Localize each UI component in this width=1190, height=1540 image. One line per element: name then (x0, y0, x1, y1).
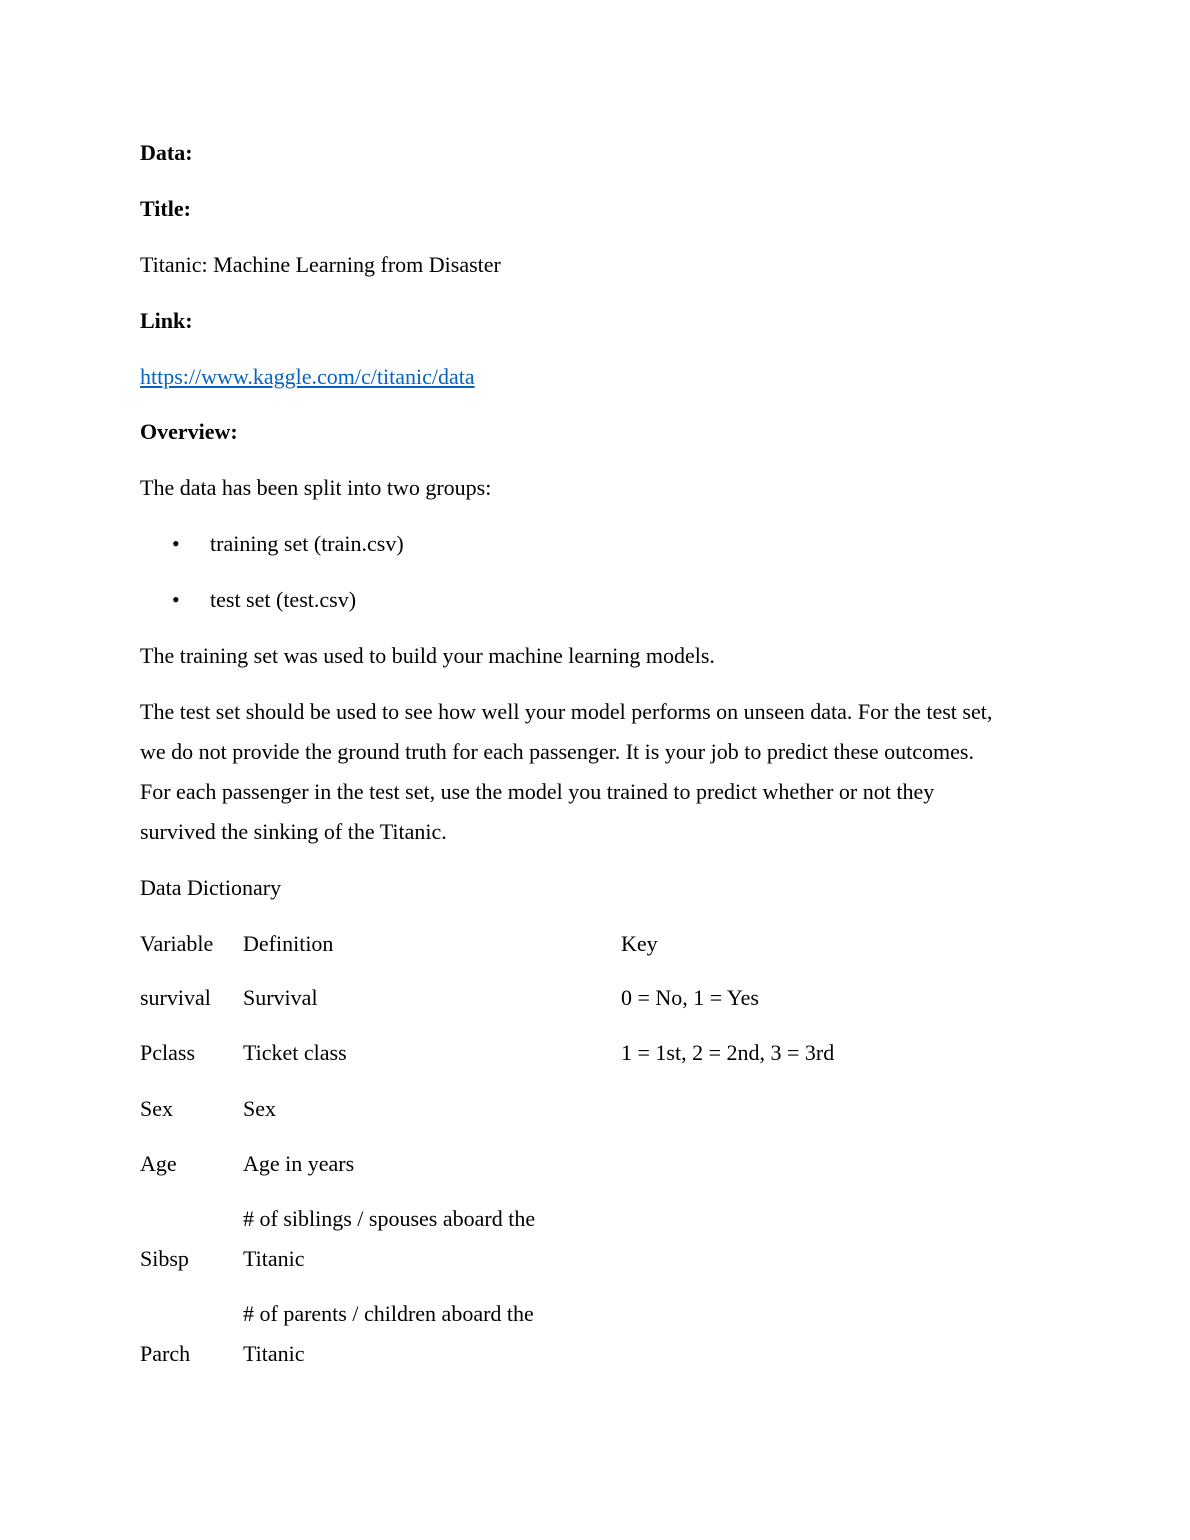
bullet-dot-icon: • (172, 587, 180, 612)
cell-variable: Pclass (140, 1040, 195, 1065)
list-item: test set (test.csv) (210, 587, 357, 612)
cell-definition: # of siblings / spouses aboard the (243, 1206, 536, 1231)
cell-definition: Age in years (243, 1151, 355, 1176)
heading-title: Title: (140, 196, 191, 221)
cell-definition: Ticket class (243, 1040, 347, 1065)
cell-definition: # of parents / children aboard the (243, 1301, 534, 1326)
cell-variable: Sibsp (140, 1246, 189, 1271)
overview-intro: The data has been split into two groups: (140, 475, 492, 500)
cell-key: 0 = No, 1 = Yes (621, 985, 759, 1010)
paragraph-line: survived the sinking of the Titanic. (140, 819, 447, 844)
cell-key: 1 = 1st, 2 = 2nd, 3 = 3rd (621, 1040, 835, 1065)
header-key: Key (621, 931, 658, 956)
training-note: The training set was used to build your machine learning models. (140, 643, 715, 668)
heading-overview: Overview: (140, 419, 238, 444)
list-item: training set (train.csv) (210, 531, 404, 556)
paragraph-line: The test set should be used to see how well your model performs on unseen data. For the test set, (140, 699, 993, 724)
bullet-dot-icon: • (172, 531, 180, 556)
cell-definition: Titanic (243, 1341, 305, 1366)
cell-definition: Titanic (243, 1246, 305, 1271)
heading-link: Link: (140, 308, 193, 333)
paragraph-line: we do not provide the ground truth for each passenger. It is your job to predict these outcomes. (140, 739, 974, 764)
cell-variable: Parch (140, 1341, 191, 1366)
cell-definition: Survival (243, 985, 318, 1010)
heading-data: Data: (140, 140, 193, 165)
header-definition: Definition (243, 931, 334, 956)
cell-variable: Sex (140, 1096, 173, 1121)
paragraph-line: For each passenger in the test set, use the model you trained to predict whether or not they (140, 779, 935, 804)
cell-definition: Sex (243, 1096, 276, 1121)
dictionary-caption: Data Dictionary (140, 875, 282, 900)
header-variable: Variable (140, 931, 214, 956)
cell-variable: Age (140, 1151, 177, 1176)
kaggle-link[interactable]: https://www.kaggle.com/c/titanic/data (140, 364, 475, 389)
cell-variable: survival (140, 985, 211, 1010)
title-value: Titanic: Machine Learning from Disaster (140, 252, 501, 277)
